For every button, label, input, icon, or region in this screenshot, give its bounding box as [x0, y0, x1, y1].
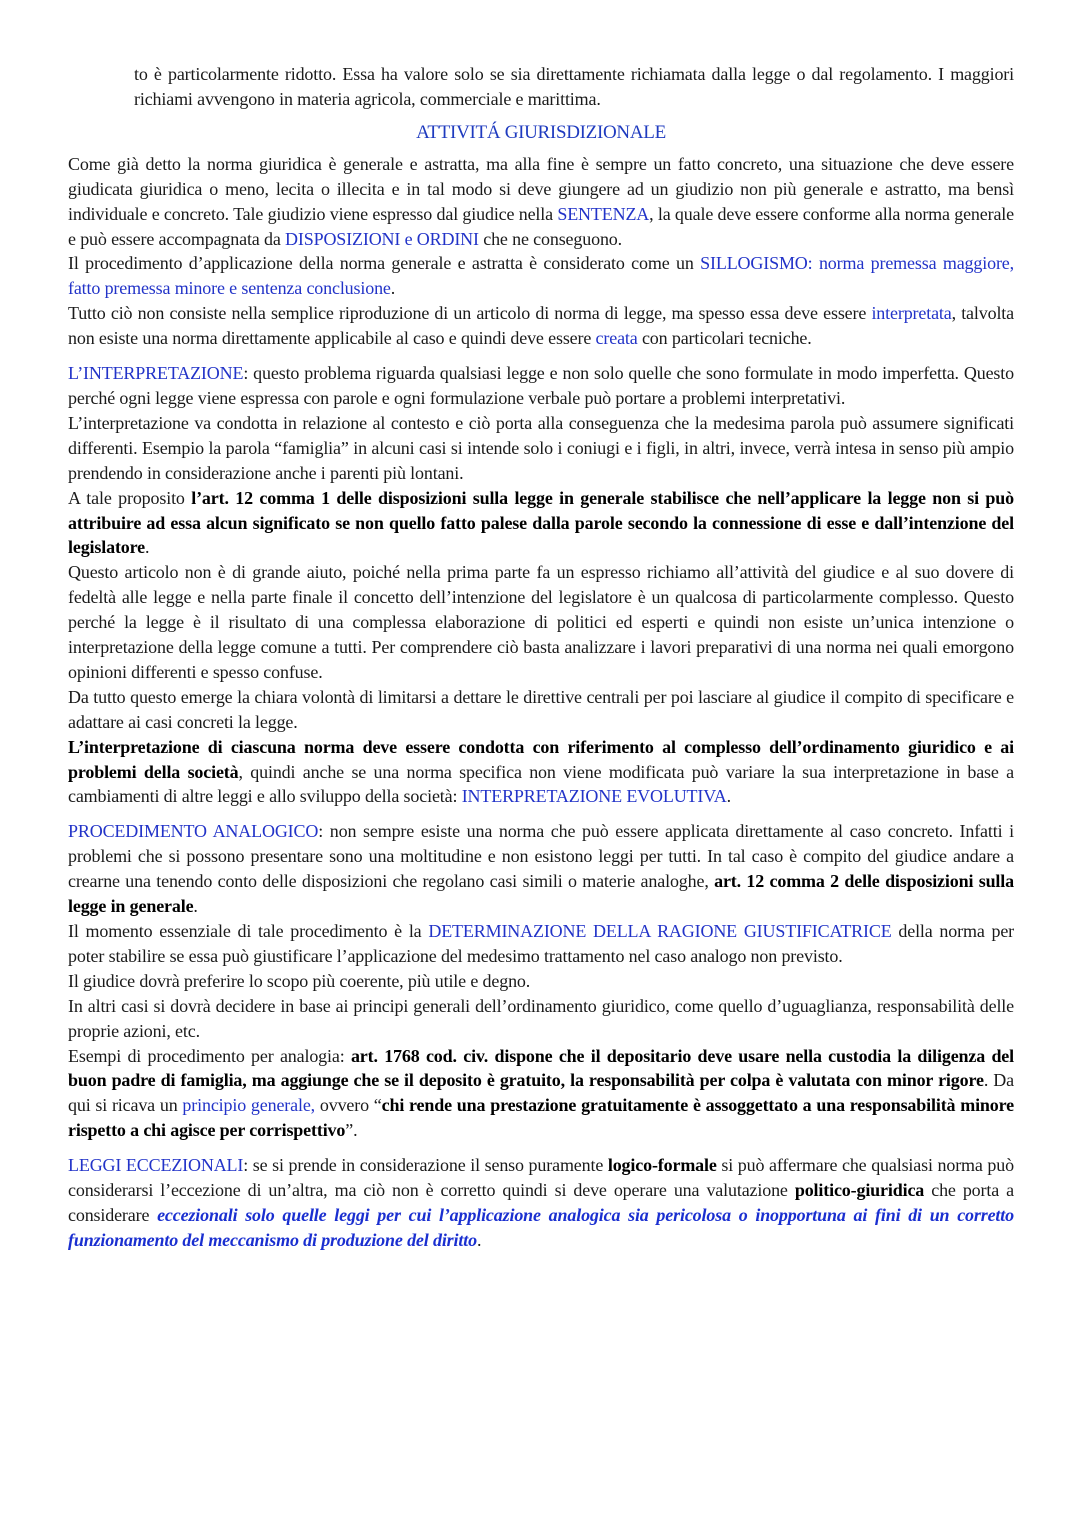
- emphasis-text: eccezionali solo quelle leggi per cui l’applicazione analogica sia pericolosa o inopportuna ai fini di un corretto funzionamento del meccanismo di produzione del diritto: [68, 1204, 1014, 1250]
- bold-text: L’interpretazione di ciascuna norma deve essere condotta con riferimento al complesso dell’ordinamento giuridico e ai problemi della società: [68, 736, 1014, 782]
- bold-text: art. 12 comma 2 delle disposizioni sulla legge in generale: [68, 871, 1014, 917]
- text-run: .: [726, 786, 731, 807]
- bold-text: art. 1768 cod. civ. dispone che il depositario deve usare nella custodia la diligenza del buon padre di famiglia, ma aggiunge che se il deposito è gratuito, la responsabilità per colpa è valutata con minor rigore: [68, 1045, 1014, 1091]
- paragraph: [68, 1044, 1014, 1144]
- highlighted-term: SILLOGISMO: norma premessa maggiore, fatto premessa minore e sentenza conclusione: [68, 253, 1014, 299]
- highlighted-term: L’INTERPRETAZIONE: [68, 363, 244, 384]
- text-run: : se si prende in considerazione il senso puramente: [243, 1155, 608, 1176]
- bold-text: l’art. 12 comma 1 delle disposizioni sulla legge in generale stabilisce che nell’applicare la legge non si può attribuire ad essa alcun significato se non quello fatto palese dalla parole secondo la connessione di esse e dall’intenzione del legislatore: [68, 487, 1015, 558]
- text-run: Esempi di procedimento per analogia:: [68, 1045, 351, 1066]
- highlighted-term: INTERPRETAZIONE EVOLUTIVA: [461, 786, 727, 807]
- highlighted-term: principio generale,: [182, 1095, 316, 1116]
- text-run: Come già detto la norma giuridica è generale e astratta, ma alla fine è sempre un fatto concreto, una situazione che deve essere giudicata giuridica o meno, lecita o illecita e in tal modo si deve giungere ad un giudizio non più generale e astratto, ma bensì individuale e concreto. Tale giudizio viene espresso dal giudice nella: [68, 153, 1014, 224]
- text-run: : non sempre esiste una norma che può essere applicata direttamente al caso concreto. Infatti i problemi che si possono presentare sono una moltitudine e non esistono leggi per tutti. In tal caso è compito del giudice andare a crearne una tenendo conto delle disposizioni che regolano casi simili o materie analoghe,: [68, 821, 1015, 892]
- paragraph: [68, 994, 1014, 1044]
- text-run: Questo articolo non è di grande aiuto, poiché nella prima parte fa un espresso richiamo all’attività del giudice e al suo dovere di fedeltà alle legge e nella parte finale il concetto dell’intenzione del legislatore è un qualcosa di particolarmente complesso. Questo perché la legge è il risultato di una complessa elaborazione di politici ed esperti e quindi non esiste un’unica intenzione o interpretazione della legge comune a tutti. Per comprendere ciò basta analizzare i lavori preparativi di una norma nei quali emorgono opinioni differenti e spesso confuse.: [68, 562, 1014, 682]
- paragraph: [68, 735, 1014, 810]
- paragraph: [68, 301, 1014, 351]
- paragraph: [68, 1153, 1014, 1253]
- text-run: con particolari tecniche.: [637, 328, 812, 349]
- paragraph: [68, 361, 1014, 411]
- paragraph: [68, 251, 1014, 301]
- section-heading: ATTIVITÁ GIURISDIZIONALE: [416, 121, 666, 143]
- highlighted-term: LEGGI ECCEZIONALI: [68, 1155, 244, 1176]
- text-run: ovvero “: [315, 1095, 382, 1116]
- text-run: Il giudice dovrà preferire lo scopo più coerente, più utile e degno.: [68, 970, 531, 991]
- paragraph: [68, 969, 1014, 994]
- bold-text: politico-giuridica: [794, 1180, 925, 1201]
- highlighted-term: PROCEDIMENTO ANALOGICO: [68, 821, 319, 842]
- highlighted-term: creata: [595, 328, 638, 349]
- text-run: Da tutto questo emerge la chiara volontà di limitarsi a dettare le direttive centrali per poi lasciare al giudice il compito di specificare e adattare ai casi concreti la legge.: [68, 686, 1014, 732]
- paragraph: [68, 560, 1014, 685]
- highlighted-term: DETERMINAZIONE DELLA RAGIONE GIUSTIFICATRICE: [428, 921, 892, 941]
- text-run: .: [390, 278, 396, 299]
- highlighted-term: interpretata: [871, 303, 952, 324]
- text-run: .: [193, 896, 198, 917]
- document-page: [68, 62, 1014, 1253]
- text-run: Tutto ciò non consiste nella semplice riproduzione di un articolo di norma di legge, ma spesso essa deve essere: [68, 303, 872, 324]
- text-run: to è particolarmente ridotto. Essa ha valore solo se sia direttamente richiamata dalla legge o dal regolamento. I maggiori richiami avvengono in materia agricola, commerciale e marittima.: [134, 64, 1014, 109]
- paragraph: [68, 411, 1014, 486]
- highlighted-term: DISPOSIZIONI e ORDINI: [285, 228, 479, 249]
- text-run: , talvolta non esiste una norma direttamente applicabile al caso e quindi deve essere: [68, 303, 1014, 349]
- text-run: Il momento essenziale di tale procedimento è la: [68, 921, 429, 941]
- text-run: , la quale deve essere conforme alla norma generale e può essere accompagnata da: [68, 203, 1014, 249]
- text-run: ”.: [345, 1120, 358, 1141]
- text-run: .: [145, 537, 150, 558]
- text-run: , quindi anche se una norma specifica non viene modificata può variare la sua interpretazione in base a cambiamenti di altre leggi e allo sviluppo della società:: [68, 761, 1014, 807]
- text-run: si può affermare che qualsiasi norma può considerarsi l’eccezione di un’altra, ma ciò non è corretto quindi si deve operare una valutazione: [68, 1155, 1014, 1201]
- text-run: L’interpretazione va condotta in relazione al contesto e ciò porta alla conseguenza che la medesima parola può assumere significati differenti. Esempio la parola “famiglia” in alcuni casi si intende solo i coniugi e i figli, in altri, invece, verrà intesa in senso più ampio prendendo in considerazione anche i parenti più lontani.: [68, 412, 1014, 483]
- paragraph: [68, 819, 1014, 919]
- intro-paragraph: [134, 62, 1014, 112]
- bold-text: logico-formale: [607, 1155, 717, 1176]
- text-run: della norma per poter stabilire se essa può giustificare l’applicazione del medesimo trattamento nel caso analogo non previsto.: [68, 921, 1014, 966]
- paragraph: [68, 486, 1014, 561]
- text-run: In altri casi si dovrà decidere in base ai principi generali dell’ordinamento giuridico, come quello d’uguaglianza, responsabilità delle proprie azioni, etc.: [68, 995, 1014, 1041]
- paragraph: [68, 919, 1014, 969]
- text-run: .: [476, 1229, 482, 1250]
- paragraph: [68, 685, 1014, 735]
- document-body: [68, 152, 1014, 1253]
- text-run: Il procedimento d’applicazione della norma generale e astratta è considerato come un: [68, 253, 701, 274]
- text-run: : questo problema riguarda qualsiasi legge e non solo quelle che sono formulate in modo imperfetta. Questo perché ogni legge viene espressa con parole e ogni formulazione verbale può portare a problemi interpretativi.: [68, 363, 1014, 408]
- paragraph: [68, 152, 1014, 252]
- text-run: A tale proposito: [68, 487, 192, 508]
- text-run: che ne conseguono.: [478, 228, 622, 249]
- bold-text: chi rende una prestazione gratuitamente è assoggettato a una responsabilità minore rispetto a chi agisce per corrispettivo: [68, 1095, 1014, 1141]
- text-run: . Da qui si ricava un: [68, 1070, 1014, 1116]
- highlighted-term: SENTENZA: [557, 203, 650, 224]
- text-run: che porta a considerare: [68, 1180, 1014, 1225]
